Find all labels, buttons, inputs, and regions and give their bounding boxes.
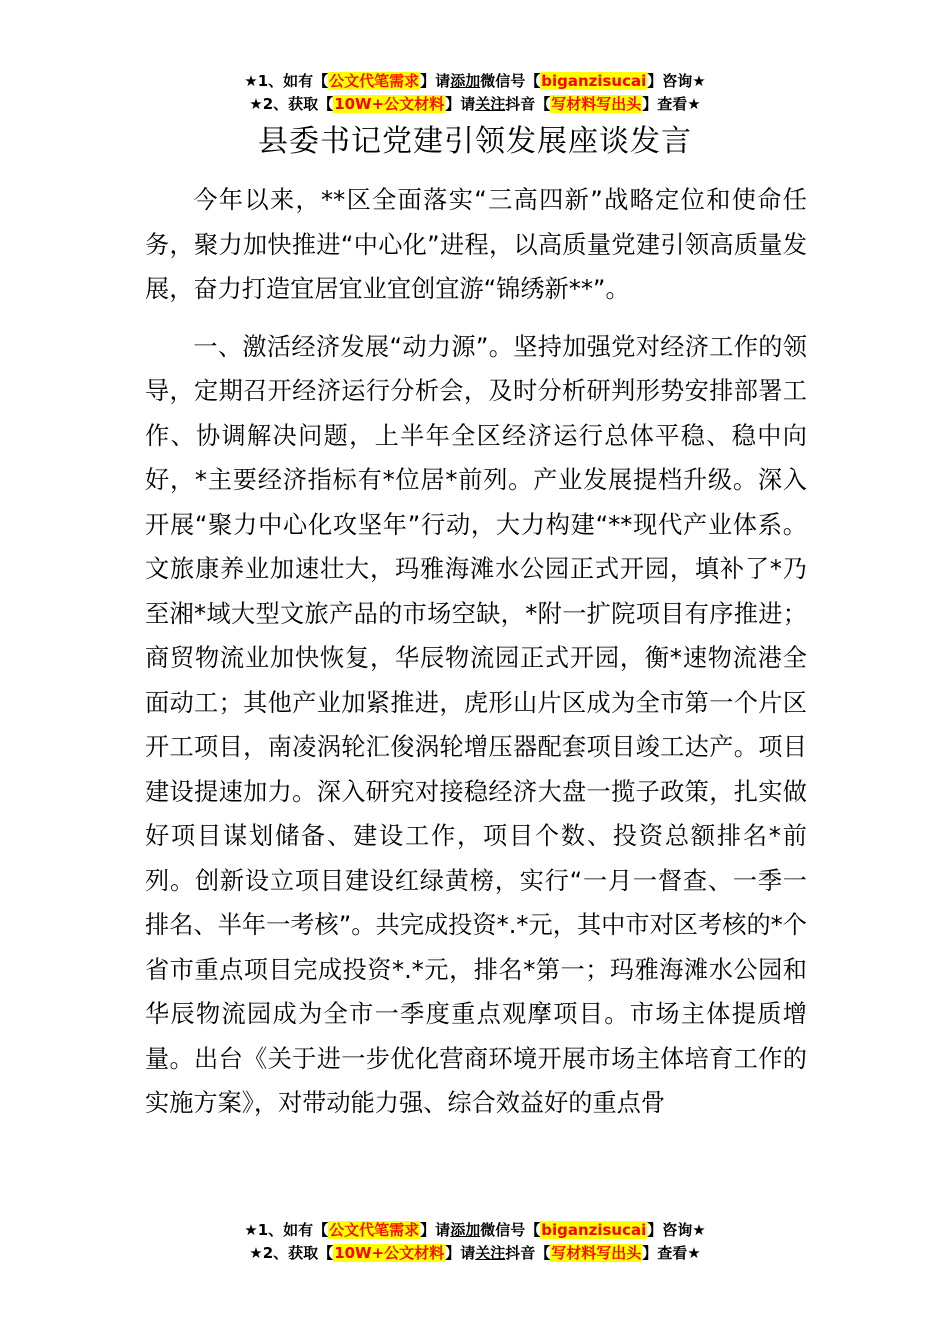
promo-line-1: [0, 1219, 950, 1242]
promo-underlined: 关注: [475, 1244, 506, 1262]
promo-highlight: 10W+公文材料: [334, 95, 445, 113]
promo-text: 】请: [420, 1221, 451, 1239]
promo-underlined: 添加: [450, 1221, 481, 1239]
promo-highlight-wechat: biganzisucai: [541, 72, 647, 90]
promo-text: 微信号【: [480, 1221, 541, 1239]
promo-underlined: 关注: [475, 95, 506, 113]
promo-text: ★1、如有【: [244, 72, 329, 90]
promo-banner-bottom: [0, 1219, 950, 1265]
promo-underlined: 添加: [450, 72, 481, 90]
promo-line-2: [0, 93, 950, 116]
document-title: 县委书记党建引领发展座谈发言: [258, 124, 692, 159]
promo-text: 】咨询★: [647, 72, 706, 90]
promo-text: 】查看★: [642, 1244, 701, 1262]
promo-highlight: 公文代笔需求: [329, 1221, 420, 1239]
document-body: [145, 178, 807, 1139]
promo-text: 】咨询★: [647, 1221, 706, 1239]
promo-text: 】请: [445, 95, 476, 113]
promo-text: 抖音【: [505, 1244, 551, 1262]
promo-banner-top: [0, 70, 950, 116]
promo-text: 】请: [445, 1244, 476, 1262]
paragraph-section-1: 一、激活经济发展“动力源”。坚持加强党对经济工作的领导，定期召开经济运行分析会，及时分析研判形势安排部署工作、协调解决问题，上半年全区经济运行总体平稳、稳中向好，*主要经济指标有*位居*前列。产业发展提档升级。深入开展“聚力中心化攻坚年”行动，大力构建“**现代产业体系。文旅康养业加速壮大，玛雅海滩水公园正式开园，填补了*乃至湘*域大型文旅产品的市场空缺，*附一扩院项目有序推进；商贸物流业加快恢复，华辰物流园正式开园，衡*速物流港全面动工；其他产业加紧推进，虎形山片区成为全市第一个片区开工项目，南凌涡轮汇俊涡轮增压器配套项目竣工达产。项目建设提速加力。深入研究对接稳经济大盘一揽子政策，扎实做好项目谋划储备、建设工作，项目个数、投资总额排名*前列。创新设立项目建设红绿黄榜，实行“一月一督查、一季一排名、半年一考核”。共完成投资*.*元，其中市对区考核的*个省市重点项目完成投资*.*元，排名*第一；玛雅海滩水公园和华辰物流园成为全市一季度重点观摩项目。市场主体提质增量。出台《关于进一步优化营商环境开展市场主体培育工作的实施方案》，对带动能力强、综合效益好的重点骨: [145, 332, 807, 1117]
paragraph-intro: 今年以来，**区全面落实“三高四新”战略定位和使命任务，聚力加快推进“中心化”进程，以高质量党建引领高质量发展，奋力打造宜居宜业宜创宜游“锦绣新**”。: [145, 186, 807, 303]
promo-highlight: 公文代笔需求: [329, 72, 420, 90]
promo-highlight: 10W+公文材料: [334, 1244, 445, 1262]
promo-text: ★2、获取【: [249, 1244, 334, 1262]
promo-line-1: [0, 70, 950, 93]
promo-text: 】查看★: [642, 95, 701, 113]
promo-highlight-douyin: 写材料写出头: [551, 1244, 642, 1262]
promo-text: ★2、获取【: [249, 95, 334, 113]
promo-text: ★1、如有【: [244, 1221, 329, 1239]
promo-text: 抖音【: [505, 95, 551, 113]
promo-highlight-douyin: 写材料写出头: [551, 95, 642, 113]
promo-text: 微信号【: [480, 72, 541, 90]
promo-text: 】请: [420, 72, 451, 90]
promo-line-2: [0, 1242, 950, 1265]
promo-highlight-wechat: biganzisucai: [541, 1221, 647, 1239]
